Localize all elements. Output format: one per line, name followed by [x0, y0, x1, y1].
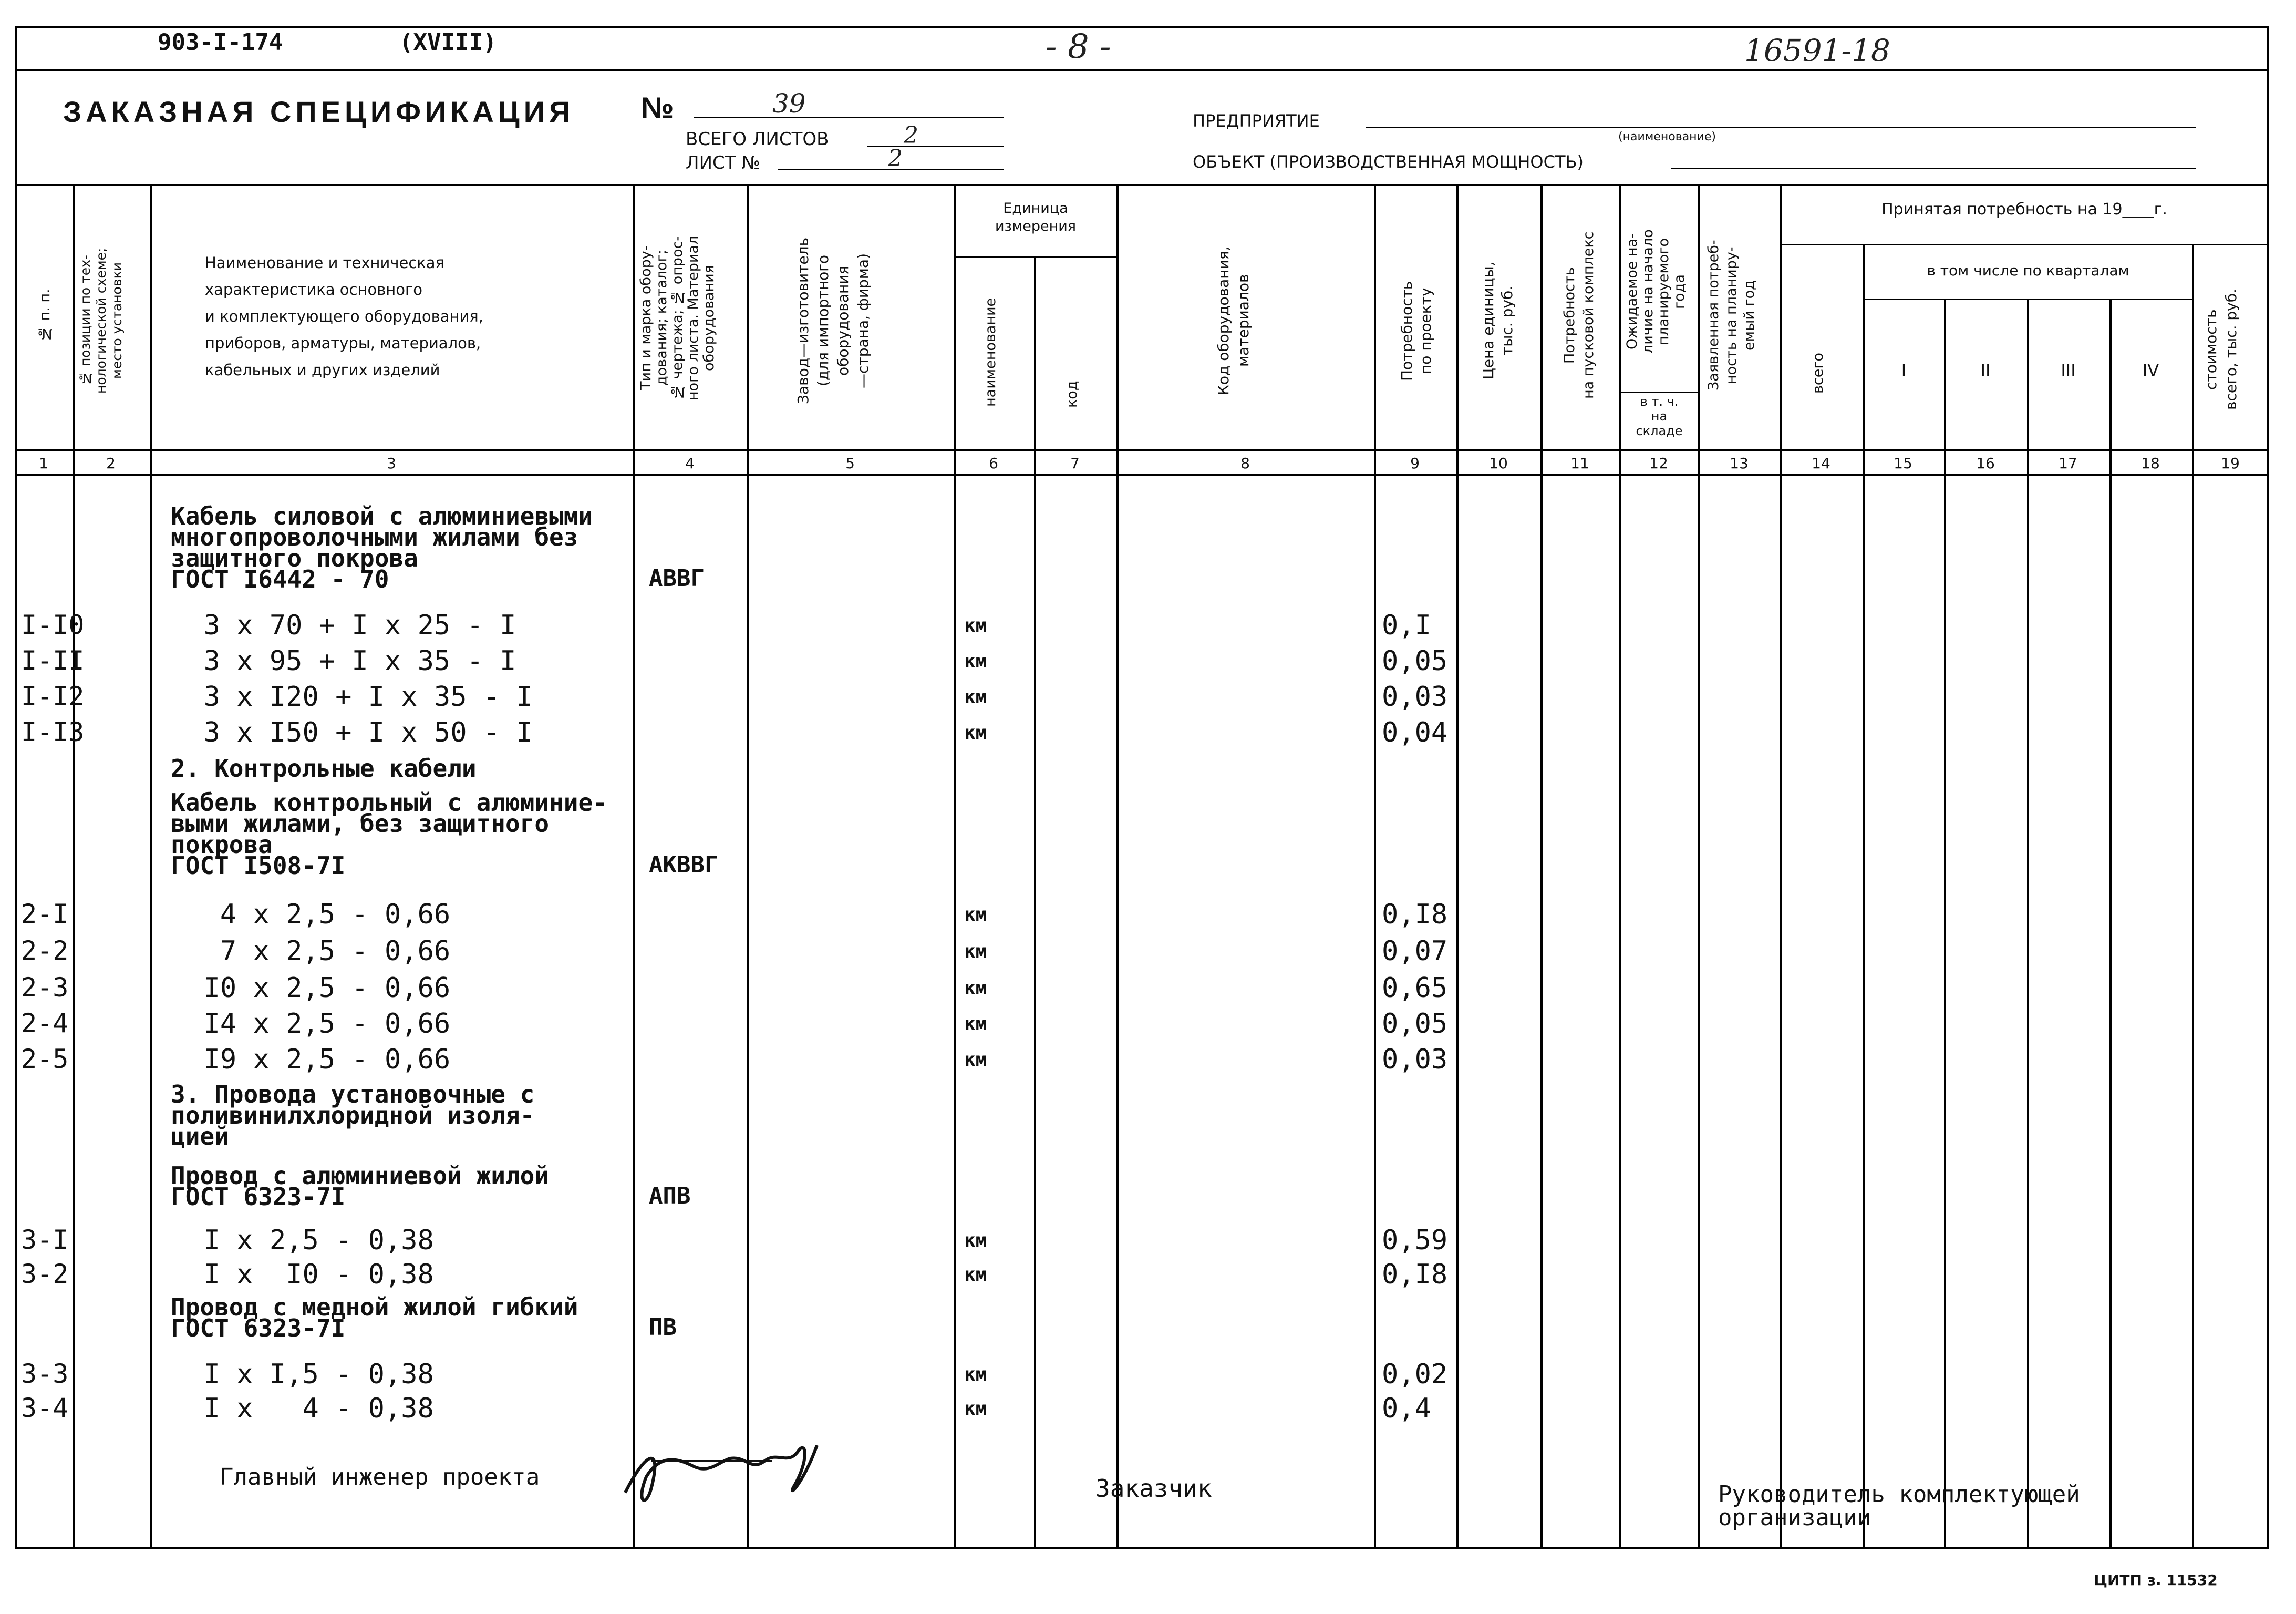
spec-number-label: №	[641, 91, 674, 124]
item-description: 3 x I20 + I x 35 - I	[171, 681, 533, 713]
series-code: 903-I-174	[158, 29, 283, 56]
quarters-divider	[1863, 299, 2194, 300]
item-description: цией	[171, 1122, 229, 1150]
item-description: Провод с медной жилой гибкий	[171, 1293, 578, 1321]
column-number: 13	[1730, 455, 1749, 472]
position-code: 2-2	[21, 935, 69, 966]
header-col5: Завод—изготовитель (для импортного оборудования —страна, фирма)	[794, 237, 872, 404]
unit-group-divider	[954, 256, 1118, 258]
header-col10: Цена единицы, тыс. руб.	[1480, 261, 1516, 380]
project-quantity: 0,02	[1382, 1359, 1448, 1390]
supplier-head-line1: Руководитель комплектующей	[1718, 1481, 2080, 1508]
item-type: АПВ	[649, 1183, 691, 1209]
item-description: 2. Контрольные кабели	[171, 754, 477, 783]
project-quantity: 0,59	[1382, 1225, 1448, 1256]
column-number: 1	[39, 455, 48, 472]
col-line-6	[1034, 256, 1036, 1549]
accepted-divider	[1780, 244, 2269, 245]
position-code: I-I2	[21, 681, 85, 712]
column-number: 12	[1649, 455, 1668, 472]
unit-name: км	[964, 978, 987, 999]
header-unit-group: Единица измерения	[995, 200, 1077, 234]
header-col11: Потребность на пусковой комплекс	[1561, 231, 1597, 399]
header-quarters: в том числе по кварталам	[1927, 262, 2129, 279]
header-accepted: Принятая потребность на 19____г.	[1881, 200, 2167, 219]
unit-name: км	[964, 941, 987, 962]
column-number: 18	[2141, 455, 2160, 472]
supplier-head-line2: организации	[1718, 1504, 1871, 1531]
unit-name: км	[964, 1264, 987, 1286]
col-line-1	[73, 184, 75, 1549]
item-description: защитного покрова	[171, 544, 418, 572]
header-col18: IV	[2142, 361, 2159, 381]
item-description: 3. Провода установочные с	[171, 1080, 535, 1108]
column-number: 19	[2221, 455, 2240, 472]
item-description: I x I,5 - 0,38	[171, 1359, 434, 1390]
col-line-10	[1540, 184, 1543, 1549]
item-description: покрова	[171, 830, 273, 859]
item-description: выми жилами, без защитного	[171, 809, 550, 838]
project-quantity: 0,4	[1382, 1393, 1431, 1424]
position-code: 2-5	[21, 1044, 69, 1074]
position-code: 2-3	[21, 972, 69, 1003]
sheet-label: ЛИСТ №	[686, 152, 760, 173]
project-quantity: 0,07	[1382, 935, 1448, 967]
column-number: 6	[989, 455, 998, 472]
item-description: Кабель силовой с алюминиевыми	[171, 502, 593, 530]
spec-number-value: 39	[772, 88, 806, 119]
position-code: 2-4	[21, 1008, 69, 1039]
header-bottom-border	[15, 449, 2269, 451]
item-description: 7 x 2,5 - 0,66	[171, 935, 451, 967]
item-description: многопроволочными жилами без	[171, 523, 578, 551]
sheet-value: 2	[888, 145, 903, 172]
col-line-8	[1374, 184, 1376, 1549]
part-number: (XVIII)	[399, 29, 497, 56]
header-col12b: в т. ч. на складе	[1636, 394, 1683, 438]
frame-bottom	[15, 1547, 2269, 1549]
unit-name: км	[964, 651, 987, 672]
project-quantity: 0,04	[1382, 717, 1448, 748]
position-code: 3-3	[21, 1359, 69, 1389]
position-code: I-I0	[21, 610, 85, 640]
item-description: ГОСТ 6323-7I	[171, 1183, 346, 1211]
spec-number-underline	[694, 117, 1004, 118]
column-number: 15	[1894, 455, 1912, 472]
unit-name: км	[964, 722, 987, 744]
unit-name: км	[964, 1398, 987, 1420]
chief-engineer-signature	[615, 1430, 825, 1519]
item-description: поливинилхлоридной изоля-	[171, 1101, 535, 1129]
column-number: 11	[1570, 455, 1589, 472]
project-quantity: 0,03	[1382, 681, 1448, 713]
column-number: 16	[1976, 455, 1995, 472]
col-line-12	[1698, 184, 1700, 1549]
header-col3: Наименование и техническая характеристика основного и комплектующего оборудования, приборов, арматуры, материалов, кабельных и других изделий	[205, 254, 483, 379]
handwritten-id: 16591-18	[1744, 33, 1890, 68]
sheets-total-value: 2	[904, 122, 918, 149]
object-line	[1671, 168, 2196, 169]
column-number: 7	[1070, 455, 1080, 472]
item-description: I x 2,5 - 0,38	[171, 1225, 434, 1256]
item-description: I0 x 2,5 - 0,66	[171, 972, 451, 1004]
col-line-15	[1944, 299, 1946, 1549]
item-description: ГОСТ I508-7I	[171, 851, 346, 880]
document-title: ЗАКАЗНАЯ СПЕЦИФИКАЦИЯ	[63, 95, 575, 128]
header-col6: наименование	[982, 297, 999, 407]
unit-name: км	[964, 686, 987, 708]
column-number: 5	[845, 455, 855, 472]
col-line-2	[150, 184, 152, 1549]
item-type: ПВ	[649, 1314, 677, 1341]
enterprise-label: ПРЕДПРИЯТИЕ	[1193, 111, 1320, 131]
col-line-9	[1456, 184, 1459, 1549]
sheets-total-label: ВСЕГО ЛИСТОВ	[686, 129, 829, 150]
title-strip-divider	[15, 69, 2269, 71]
col-line-18	[2192, 244, 2194, 1549]
print-stamp: ЦИТП з. 11532	[2094, 1571, 2218, 1589]
col-line-17	[2109, 299, 2112, 1549]
unit-name: км	[964, 1013, 987, 1035]
item-description: 4 x 2,5 - 0,66	[171, 899, 451, 930]
column-number: 4	[685, 455, 695, 472]
project-quantity: 0,I8	[1382, 899, 1448, 930]
header-col19: стоимость всего, тыс. руб.	[2202, 289, 2240, 410]
col-line-5	[954, 184, 956, 1549]
item-description: Кабель контрольный с алюминие-	[171, 788, 607, 817]
item-description: 3 x 95 + I x 35 - I	[171, 645, 516, 677]
position-code: 3-I	[21, 1225, 69, 1255]
item-description: Провод с алюминиевой жилой	[171, 1161, 550, 1190]
project-quantity: 0,03	[1382, 1044, 1448, 1075]
item-type: АВВГ	[649, 565, 705, 592]
unit-name: км	[964, 1049, 987, 1071]
sheets-total-underline	[867, 146, 1004, 147]
header-col7: код	[1064, 381, 1080, 408]
column-number: 3	[387, 455, 396, 472]
col-line-3	[633, 184, 635, 1549]
header-col12: Ожидаемое на- личие на начало планируемого года	[1624, 229, 1688, 354]
position-code: I-I3	[21, 717, 85, 747]
column-number: 9	[1410, 455, 1420, 472]
column-number: 10	[1489, 455, 1508, 472]
item-description: 3 x 70 + I x 25 - I	[171, 610, 516, 641]
frame-right	[2267, 26, 2269, 1549]
col-numbers-bottom-border	[15, 474, 2269, 476]
unit-name: км	[964, 615, 987, 636]
unit-name: км	[964, 904, 987, 926]
col-line-7	[1116, 184, 1119, 1549]
item-description: I4 x 2,5 - 0,66	[171, 1008, 451, 1040]
col-line-14	[1863, 244, 1865, 1549]
header-col8: Код оборудования, материалов	[1215, 246, 1252, 395]
column-number: 2	[106, 455, 116, 472]
header-col9: Потребность по проекту	[1398, 281, 1434, 382]
item-description: 3 x I50 + I x 50 - I	[171, 717, 533, 748]
project-quantity: 0,65	[1382, 972, 1448, 1004]
header-col16: II	[1980, 361, 1991, 381]
table-top-border	[15, 184, 2269, 186]
item-description: I9 x 2,5 - 0,66	[171, 1044, 451, 1075]
header-col4: Тип и марка обору- дования; каталог; № чертежа; № опрос- ного листа. Материал оборудования	[638, 235, 717, 400]
chief-engineer-label: Главный инженер проекта	[220, 1464, 540, 1490]
item-description: ГОСТ 6323-7I	[171, 1314, 346, 1342]
header-col15: I	[1901, 361, 1907, 381]
column-number: 8	[1240, 455, 1250, 472]
item-description: I x I0 - 0,38	[171, 1259, 434, 1290]
item-description: I x 4 - 0,38	[171, 1393, 434, 1424]
header-col14: всего	[1810, 352, 1826, 394]
col-line-4	[747, 184, 749, 1549]
enterprise-line	[1366, 127, 2196, 128]
object-label: ОБЪЕКТ (ПРОИЗВОДСТВЕННАЯ МОЩНОСТЬ)	[1193, 152, 1584, 172]
col-line-13	[1780, 184, 1782, 1549]
position-code: 2-I	[21, 899, 69, 929]
project-quantity: 0,I8	[1382, 1259, 1448, 1290]
col-line-16	[2027, 299, 2029, 1549]
unit-name: км	[964, 1230, 987, 1251]
column-number: 14	[1812, 455, 1830, 472]
col12-divider	[1619, 392, 1699, 393]
header-col17: III	[2061, 361, 2076, 381]
frame-top	[15, 26, 2269, 28]
naming-caption: (наименование)	[1618, 130, 1716, 143]
position-code: I-II	[21, 645, 85, 676]
item-type: АКВВГ	[649, 851, 719, 878]
position-code: 3-4	[21, 1393, 69, 1423]
project-quantity: 0,I	[1382, 610, 1431, 641]
customer-label: Заказчик	[1095, 1474, 1212, 1503]
page-number: - 8 -	[1046, 27, 1111, 66]
project-quantity: 0,05	[1382, 1008, 1448, 1040]
header-col2: № позиции по тех- нологической схеме; место установки	[78, 248, 125, 394]
project-quantity: 0,05	[1382, 645, 1448, 677]
header-col1: № п. п.	[37, 289, 53, 342]
frame-left	[15, 26, 17, 1549]
column-number: 17	[2059, 455, 2077, 472]
header-col13: Заявленная потреб- ность на планиру- емый год	[1705, 240, 1757, 391]
unit-name: км	[964, 1364, 987, 1385]
position-code: 3-2	[21, 1259, 69, 1289]
item-description: ГОСТ I6442 - 70	[171, 565, 389, 593]
col-line-11	[1619, 184, 1621, 1549]
